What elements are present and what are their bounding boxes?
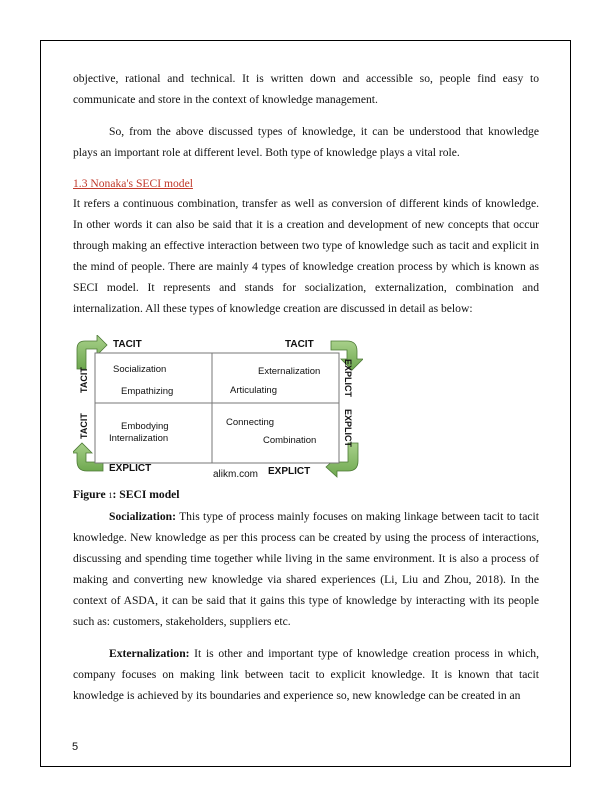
- seci-diagram: [73, 335, 363, 481]
- label-left-top: TACIT: [79, 367, 89, 393]
- externalization-lead: Externalization:: [109, 647, 190, 660]
- q-connecting: Connecting: [226, 417, 275, 428]
- externalization-text: It is other and important type of knowledge creation process in which, company focuses on making link between tacit to explicit knowledge. It is known that tacit knowledge is achieved by its boundaries and experience so, new knowledge can be created in an: [73, 647, 539, 702]
- socialization-text: This type of process mainly focuses on making linkage between tacit to tacit knowledge. New knowledge as per this process can be created by using the process of interactions, discussing and spending time together while living in the same environment. It is also a process of making and converting new knowledge via shared experiences (Li, Liu and Zhou, 2018). In the context of ASDA, it can be said that it gains this type of knowledge by interacting with its people such as: customers, stakeholders, suppliers etc.: [73, 510, 539, 628]
- label-right-top: EXPLICT: [343, 359, 353, 398]
- seci-figure: [73, 335, 539, 481]
- paragraph-summary: So, from the above discussed types of knowledge, it can be understood that knowledge plays an important role at different level. Both type of knowledge plays a vital role.: [73, 125, 539, 159]
- document-body: [73, 68, 539, 706]
- page-number: 5: [72, 741, 79, 753]
- paragraph-socialization: [73, 506, 539, 632]
- figure-label: Figure: [73, 488, 109, 501]
- figure-title: : SECI model: [112, 488, 180, 501]
- paragraph-continuation: objective, rational and technical. It is written down and accessible so, people find easy to communicate and store in the context of knowledge management.: [73, 72, 539, 106]
- q-socialization: Socialization: [113, 364, 167, 375]
- source-credit: alikm.com: [213, 469, 259, 480]
- q-internalization: Internalization: [109, 433, 169, 444]
- label-right-bottom: EXPLICT: [343, 409, 353, 448]
- label-bottom-left: EXPLICT: [109, 463, 152, 474]
- paragraph-externalization: [73, 643, 539, 706]
- label-top-left: TACIT: [113, 339, 142, 350]
- figure-caption: [73, 485, 539, 506]
- label-top-right: TACIT: [285, 339, 314, 350]
- q-empathizing: Empathizing: [121, 386, 174, 397]
- label-bottom-right: EXPLICT: [268, 466, 311, 477]
- section-heading: 1.3 Nonaka's SECI model: [73, 177, 193, 190]
- paragraph-seci-intro: It refers a continuous combination, transfer as well as conversion of different kinds of knowledge. In other words it can also be said that it is a creation and development of new concepts that occur through making an effective interaction between two type of knowledge such as tacit and explicit in the mind of people. There are mainly 4 types of knowledge creation process by which is known as SECI model. It represents and stands for socialization, externalization, combination and internalization. All these types of knowledge creation are discussed in detail as below:: [73, 197, 539, 315]
- q-combination: Combination: [263, 435, 317, 446]
- q-articulating: Articulating: [230, 385, 277, 396]
- socialization-lead: Socialization:: [109, 510, 176, 523]
- figure-number: 1: [108, 491, 113, 500]
- q-embodying: Embodying: [121, 421, 169, 432]
- q-externalization: Externalization: [258, 366, 321, 377]
- label-left-bottom: TACIT: [79, 413, 89, 439]
